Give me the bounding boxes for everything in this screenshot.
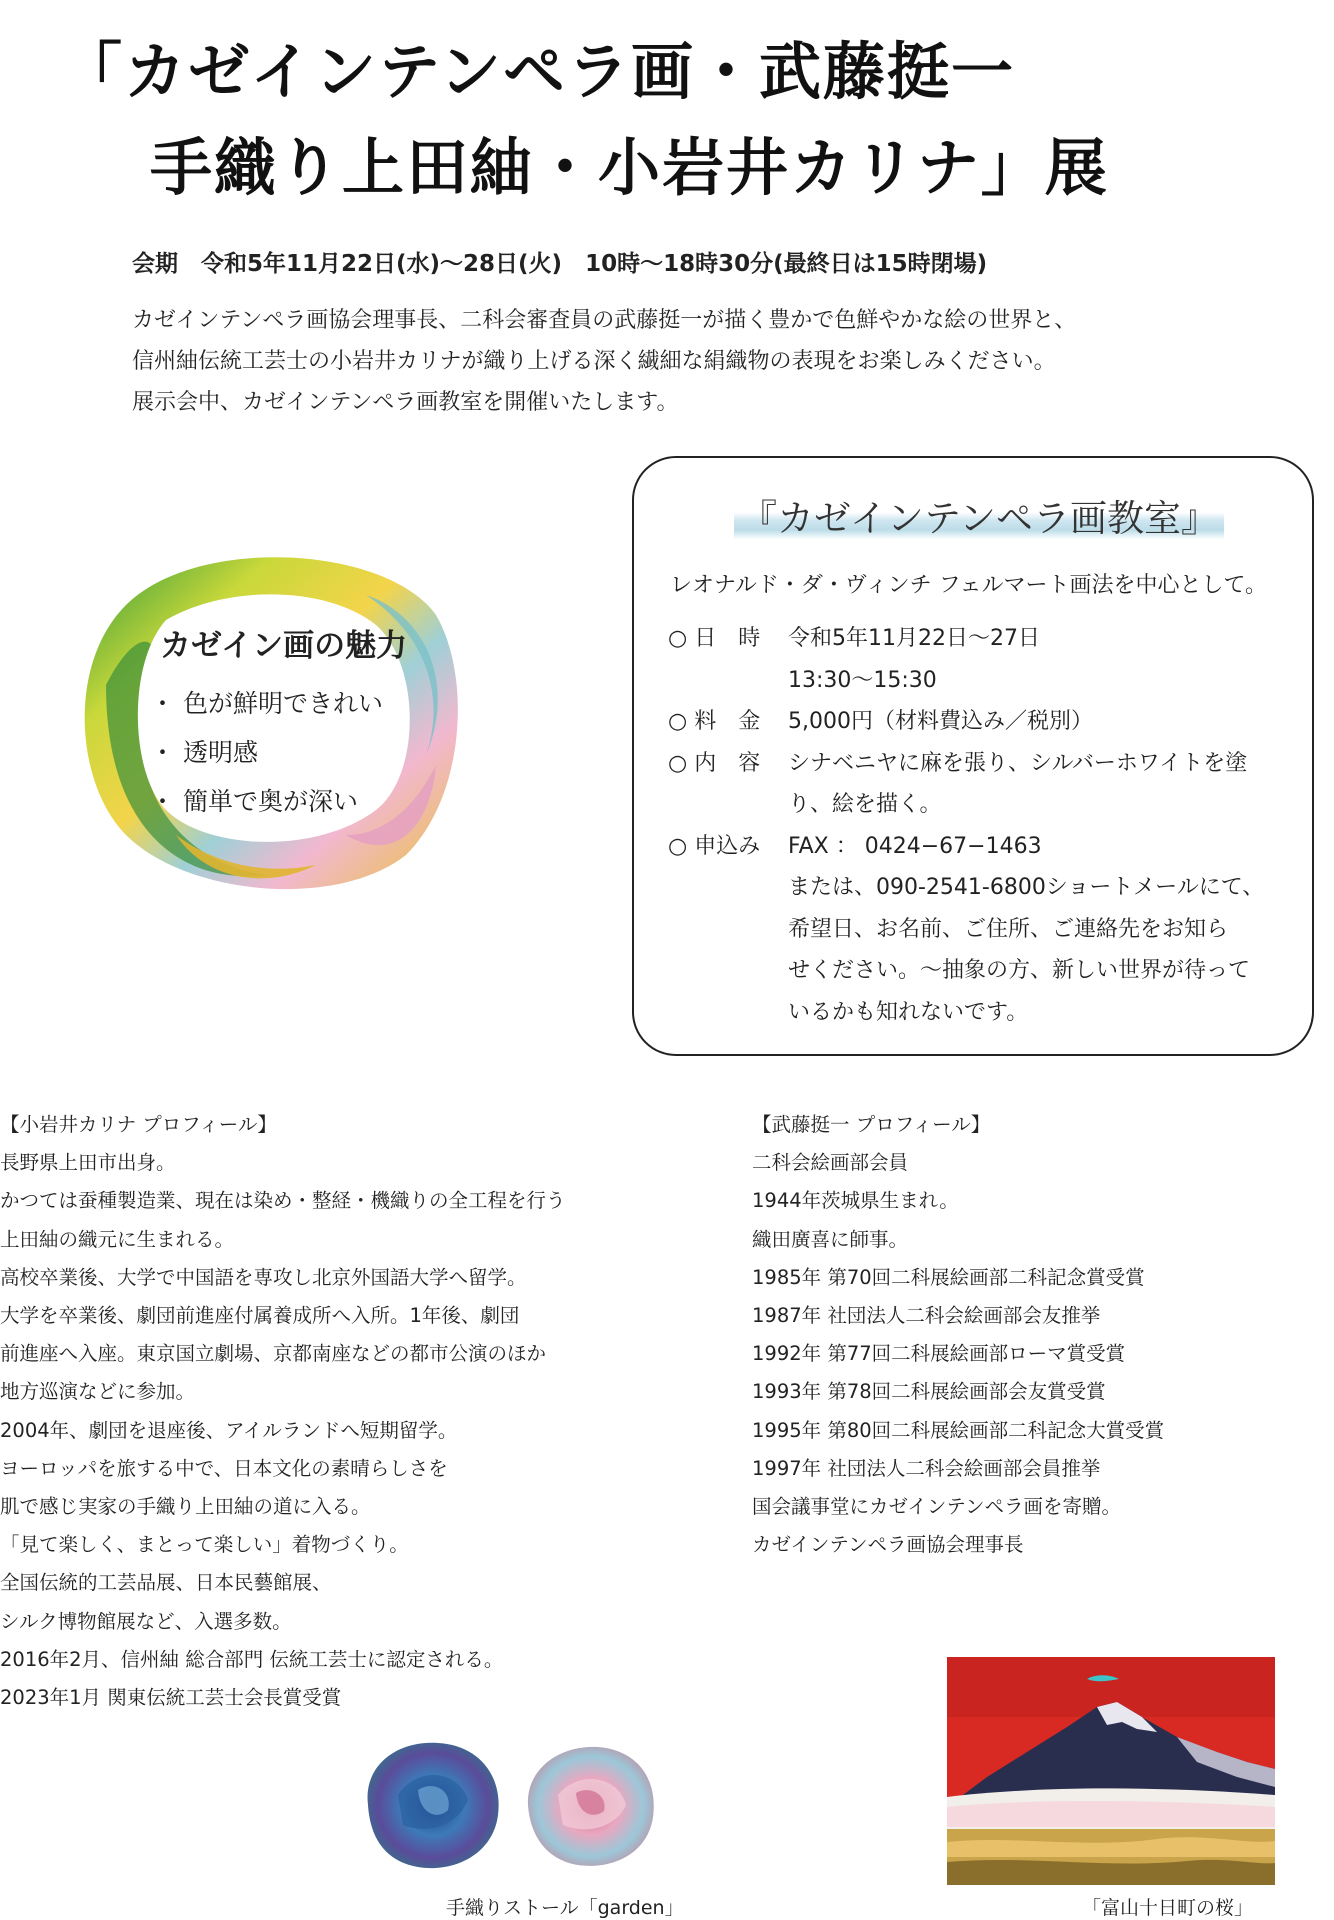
profile-line: 前進座へ入座。東京国立劇場、京都南座などの都市公演のほか: [0, 1342, 547, 1366]
profile-line: 「見て楽しく、まとって楽しい」着物づくり。: [0, 1533, 409, 1557]
class-details: [668, 618, 1264, 1033]
exhibition-period: 会期 令和5年11月22日(水)～28日(火) 10時～18時30分(最終日は15時閉場): [132, 251, 988, 277]
scarf-photo: [358, 1735, 668, 1875]
class-info-box: [632, 456, 1314, 1056]
class-content-row: [668, 743, 1264, 785]
painting-caption: 「富山十日町の桜」: [1082, 1897, 1254, 1919]
profile-line: 1993年 第78回二科展絵画部会友賞受賞: [752, 1380, 1106, 1404]
profile-line: 長野県上田市出身。: [0, 1151, 176, 1175]
profile-line: 【武藤挺一 プロフィール】: [752, 1113, 991, 1136]
profile-line: 1992年 第77回二科展絵画部ローマ賞受賞: [752, 1342, 1126, 1366]
intro-line: 信州紬伝統工芸士の小岩井カリナが織り上げる深く繊細な絹織物の表現をお楽しみください。: [132, 349, 1056, 374]
charm-item: ・ 色が鮮明できれい: [150, 689, 383, 718]
charm-list: [150, 620, 407, 826]
profile-line: 1985年 第70回二科展絵画部二科記念賞受賞: [752, 1265, 1145, 1289]
class-title: 『カゼインテンペラ画教室』: [734, 488, 1224, 542]
time-value: 13:30～15:30: [788, 667, 937, 693]
profile-line: 肌で感じ実家の手織り上田紬の道に入る。: [0, 1495, 371, 1519]
charm-title: カゼイン画の魅力: [160, 628, 408, 664]
profile-line: 2023年1月 関東伝統工芸士会長賞受賞: [0, 1686, 342, 1710]
intro-line: カゼインテンペラ画協会理事長、二科会審査員の武藤挺一が描く豊かで色鮮やかな絵の世界と、: [132, 308, 1077, 333]
apply-label: ○ 申込み: [668, 833, 761, 859]
apply-cont: または、090-2541-6800ショートメールにて、: [788, 875, 1265, 900]
apply-cont: いるかも知れないです。: [788, 999, 1029, 1025]
class-fee-row: [668, 701, 1264, 743]
profile-line: 二科会絵画部会員: [752, 1151, 909, 1175]
date-label: ○ 日 時: [668, 626, 761, 651]
intro-line: 展示会中、カゼインテンペラ画教室を開催いたします。: [132, 390, 679, 415]
profile-line: 1995年 第80回二科展絵画部二科記念大賞受賞: [752, 1418, 1165, 1442]
profile-line: 国会議事堂にカゼインテンペラ画を寄贈。: [752, 1495, 1121, 1519]
content-label: ○ 内 容: [668, 750, 761, 776]
scarf-caption: 手織りストール「garden」: [446, 1897, 684, 1919]
content-value: シナベニヤに麻を張り、シルバーホワイトを塗: [788, 750, 1248, 776]
profile-line: 1944年茨城県生まれ。: [752, 1189, 959, 1213]
charm-item: ・ 簡単で奥が深い: [150, 787, 358, 816]
profile-line: 織田廣喜に師事。: [752, 1227, 909, 1251]
apply-cont: 希望日、お名前、ご住所、ご連絡先をお知ら: [788, 916, 1229, 942]
profile-muto: [752, 1106, 1164, 1564]
title-line-1: 「カゼインテンペラ画・武藤挺一: [60, 35, 1016, 108]
painting-image: [947, 1657, 1275, 1885]
profile-line: ヨーロッパを旅する中で、日本文化の素晴らしさを: [0, 1456, 448, 1480]
apply-fax: FAX ： 0424−67−1463: [788, 833, 1042, 859]
intro-text: [132, 300, 1076, 423]
profile-line: 2016年2月、信州紬 総合部門 伝統工芸士に認定される。: [0, 1647, 504, 1671]
date-value: 令和5年11月22日～27日: [788, 626, 1040, 651]
profile-line: 大学を卒業後、劇団前進座付属養成所へ入所。1年後、劇団: [0, 1304, 520, 1328]
profile-line: かつては蚕種製造業、現在は染め・整経・機織りの全工程を行う: [0, 1189, 566, 1213]
profile-line: 全国伝統的工芸品展、日本民藝館展、: [0, 1571, 332, 1595]
charm-item: ・ 透明感: [150, 738, 258, 767]
class-subtitle: レオナルド・ダ・ヴィンチ フェルマート画法を中心として。: [670, 573, 1268, 598]
profile-line: カゼインテンペラ画協会理事長: [752, 1533, 1024, 1557]
profile-line: 1997年 社団法人二科会絵画部会員推挙: [752, 1456, 1101, 1480]
fee-value: 5,000円（材料費込み／税別）: [788, 709, 1093, 734]
profile-line: シルク博物館展など、入選多数。: [0, 1609, 292, 1633]
apply-cont: せください。～抽象の方、新しい世界が待って: [788, 958, 1251, 983]
profile-line: 2004年、劇団を退座後、アイルランドへ短期留学。: [0, 1418, 458, 1442]
profile-koiwai: [0, 1106, 566, 1717]
content-value-cont: り、絵を描く。: [788, 792, 942, 817]
profile-line: 高校卒業後、大学で中国語を専攻し北京外国語大学へ留学。: [0, 1265, 527, 1289]
title-line-2: 手織り上田紬・小岩井カリナ」展: [150, 131, 1109, 204]
profile-line: 【小岩井カリナ プロフィール】: [0, 1113, 277, 1136]
class-apply-row: [668, 826, 1264, 868]
profile-line: 1987年 社団法人二科会絵画部会友推挙: [752, 1304, 1101, 1328]
class-date-row: [668, 618, 1264, 660]
fee-label: ○ 料 金: [668, 709, 761, 734]
profile-line: 上田紬の織元に生まれる。: [0, 1227, 235, 1251]
profile-line: 地方巡演などに参加。: [0, 1380, 196, 1404]
